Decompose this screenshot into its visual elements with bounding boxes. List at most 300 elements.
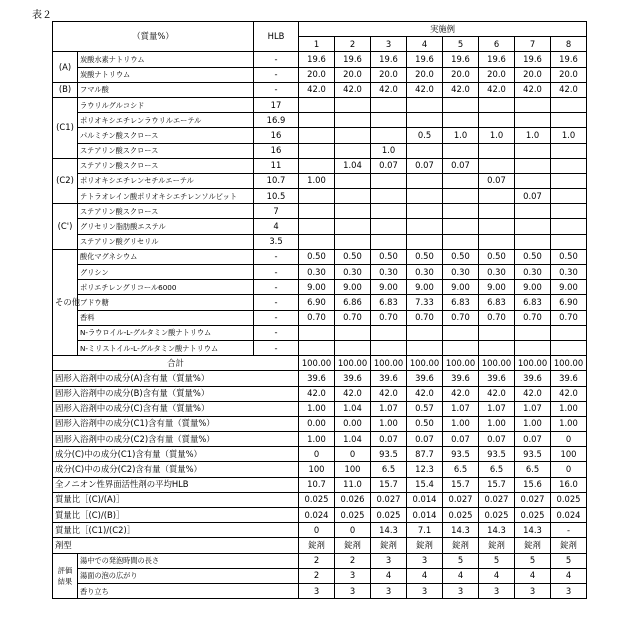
calculated-value: 42.0: [335, 386, 371, 401]
value-cell: 0.50: [479, 249, 515, 264]
value-cell: 0.50: [335, 249, 371, 264]
value-cell: 0.50: [407, 249, 443, 264]
calculated-value: 0.50: [407, 416, 443, 431]
calculated-label: 質量比［(C)/(B)］: [53, 508, 299, 523]
calculated-value: 1.00: [551, 401, 587, 416]
value-cell: [443, 234, 479, 249]
value-cell: 20.0: [443, 67, 479, 82]
value-cell: 0.50: [371, 249, 407, 264]
value-cell: [515, 325, 551, 340]
value-cell: 20.0: [551, 67, 587, 82]
value-cell: [371, 173, 407, 188]
total-value: 100.00: [515, 356, 551, 371]
value-cell: [551, 143, 587, 158]
example-number-header: 2: [335, 37, 371, 52]
calculated-value: 0.07: [407, 432, 443, 447]
value-cell: [407, 325, 443, 340]
value-cell: 9.00: [299, 280, 335, 295]
hlb-value: 17: [254, 97, 299, 112]
calculated-value: 10.7: [299, 477, 335, 492]
value-cell: [371, 113, 407, 128]
ingredient-row: [53, 325, 587, 340]
hlb-value: -: [254, 325, 299, 340]
component-group-label: (B): [53, 82, 78, 97]
value-cell: [515, 204, 551, 219]
calculated-value: 錠剤: [371, 538, 407, 553]
example-number-header: 4: [407, 37, 443, 52]
value-cell: [515, 143, 551, 158]
ingredient-row: [53, 52, 587, 67]
value-cell: [407, 143, 443, 158]
calculated-value: 1.00: [515, 416, 551, 431]
calculated-value: 0: [335, 447, 371, 462]
component-group-label: (C1): [53, 97, 78, 158]
evaluation-score: 3: [299, 583, 335, 598]
ingredient-name: ラウリルグルコシド: [78, 97, 254, 112]
value-cell: [515, 113, 551, 128]
calculated-value: 1.07: [479, 401, 515, 416]
value-cell: 20.0: [515, 67, 551, 82]
evaluation-score: 2: [299, 553, 335, 568]
value-cell: [335, 173, 371, 188]
ingredient-row: [53, 189, 587, 204]
calculated-value: 100: [299, 462, 335, 477]
value-cell: 0.70: [443, 310, 479, 325]
value-cell: [515, 219, 551, 234]
calculated-value: 0: [335, 523, 371, 538]
calculated-value: 7.1: [407, 523, 443, 538]
calculated-row: [53, 386, 587, 401]
value-cell: 6.90: [551, 295, 587, 310]
value-cell: [515, 158, 551, 173]
value-cell: 0.70: [479, 310, 515, 325]
calculated-value: 15.7: [479, 477, 515, 492]
calculated-value: 42.0: [299, 386, 335, 401]
value-cell: 0.5: [407, 128, 443, 143]
calculated-value: 42.0: [479, 386, 515, 401]
calculated-value: 錠剤: [515, 538, 551, 553]
example-number-header: 3: [371, 37, 407, 52]
calculated-label: 成分(C)中の成分(C2)含有量（質量%）: [53, 462, 299, 477]
evaluation-row: [53, 568, 587, 583]
total-value: 100.00: [335, 356, 371, 371]
calculated-label: 質量比［(C)/(A)］: [53, 492, 299, 507]
hlb-value: 10.5: [254, 189, 299, 204]
calculated-value: 14.3: [479, 523, 515, 538]
hlb-value: 16: [254, 128, 299, 143]
calculated-value: 0: [551, 462, 587, 477]
hlb-value: -: [254, 310, 299, 325]
value-cell: [551, 158, 587, 173]
value-cell: 19.6: [443, 52, 479, 67]
calculated-value: 0.00: [335, 416, 371, 431]
value-cell: 19.6: [551, 52, 587, 67]
calculated-value: 0.025: [551, 492, 587, 507]
hlb-value: 16.9: [254, 113, 299, 128]
evaluation-item: 香り立ち: [78, 583, 299, 598]
calculated-value: 93.5: [371, 447, 407, 462]
value-cell: [299, 325, 335, 340]
value-cell: [551, 113, 587, 128]
value-cell: [551, 325, 587, 340]
evaluation-score: 4: [515, 568, 551, 583]
evaluation-score: 3: [371, 583, 407, 598]
example-number-header: 6: [479, 37, 515, 52]
value-cell: [371, 325, 407, 340]
value-cell: 19.6: [371, 52, 407, 67]
value-cell: [479, 113, 515, 128]
value-cell: [371, 189, 407, 204]
value-cell: [335, 189, 371, 204]
calculated-value: 0.014: [407, 508, 443, 523]
value-cell: 6.83: [515, 295, 551, 310]
value-cell: [479, 234, 515, 249]
ingredient-row: [53, 204, 587, 219]
calculated-value: 15.7: [443, 477, 479, 492]
value-cell: [443, 219, 479, 234]
ingredient-name: ポリオキシエチレンセチルエーテル: [78, 173, 254, 188]
value-cell: [335, 234, 371, 249]
hlb-value: 11: [254, 158, 299, 173]
calculated-value: 15.7: [371, 477, 407, 492]
value-cell: 6.83: [479, 295, 515, 310]
evaluation-score: 3: [407, 583, 443, 598]
ingredient-row: [53, 173, 587, 188]
value-cell: [443, 143, 479, 158]
calculated-value: 錠剤: [299, 538, 335, 553]
value-cell: [443, 97, 479, 112]
component-group-label: その他: [53, 249, 78, 355]
calculated-value: 12.3: [407, 462, 443, 477]
value-cell: 1.00: [299, 173, 335, 188]
calculated-value: 錠剤: [551, 538, 587, 553]
value-cell: 1.0: [515, 128, 551, 143]
calculated-label: 固形入浴剤中の成分(B)含有量（質量%）: [53, 386, 299, 401]
value-cell: 1.0: [371, 143, 407, 158]
calculated-value: 15.6: [515, 477, 551, 492]
value-cell: [335, 325, 371, 340]
value-cell: [479, 143, 515, 158]
total-value: 100.00: [407, 356, 443, 371]
value-cell: [299, 97, 335, 112]
value-cell: [551, 219, 587, 234]
ingredient-name: テトラオレイン酸ポリオキシエチレンソルビット: [78, 189, 254, 204]
ingredient-row: [53, 128, 587, 143]
value-cell: 0.30: [335, 265, 371, 280]
calculated-value: 1.07: [443, 401, 479, 416]
calculated-value: 6.5: [479, 462, 515, 477]
calculated-label: 剤型: [53, 538, 299, 553]
value-cell: 9.00: [515, 280, 551, 295]
value-cell: 6.90: [299, 295, 335, 310]
value-cell: [299, 204, 335, 219]
evaluation-score: 5: [479, 553, 515, 568]
calculated-value: 0.00: [299, 416, 335, 431]
calculated-value: 6.5: [515, 462, 551, 477]
calculated-value: 93.5: [479, 447, 515, 462]
table-caption: 表２: [32, 6, 52, 21]
value-cell: [551, 234, 587, 249]
value-cell: 0.30: [407, 265, 443, 280]
value-cell: 6.83: [443, 295, 479, 310]
example-number-header: 8: [551, 37, 587, 52]
value-cell: 7.33: [407, 295, 443, 310]
ingredient-row: [53, 97, 587, 112]
examples-header: 実施例: [299, 22, 587, 37]
ingredient-row: [53, 265, 587, 280]
value-cell: [407, 204, 443, 219]
calculated-value: 0.027: [479, 492, 515, 507]
ingredient-row: [53, 219, 587, 234]
evaluation-score: 4: [551, 568, 587, 583]
value-cell: 42.0: [335, 82, 371, 97]
value-cell: [551, 204, 587, 219]
evaluation-score: 5: [443, 553, 479, 568]
value-cell: [371, 128, 407, 143]
calculated-value: 1.07: [371, 401, 407, 416]
evaluation-row: [53, 583, 587, 598]
calculated-value: 錠剤: [335, 538, 371, 553]
value-cell: [299, 234, 335, 249]
hlb-value: -: [254, 67, 299, 82]
hlb-value: 7: [254, 204, 299, 219]
calculated-row: [53, 492, 587, 507]
value-cell: [479, 219, 515, 234]
calculated-value: 1.00: [299, 432, 335, 447]
evaluation-score: 5: [551, 553, 587, 568]
ingredient-name: 炭酸水素ナトリウム: [78, 52, 254, 67]
hlb-value: 10.7: [254, 173, 299, 188]
hlb-value: -: [254, 249, 299, 264]
value-cell: 0.70: [299, 310, 335, 325]
calculated-value: 0.027: [371, 492, 407, 507]
value-cell: 9.00: [335, 280, 371, 295]
ingredient-name: グリセリン脂肪酸エステル: [78, 219, 254, 234]
value-cell: 20.0: [299, 67, 335, 82]
calculated-value: 11.0: [335, 477, 371, 492]
calculated-value: 0.027: [443, 492, 479, 507]
calculated-value: 39.6: [371, 371, 407, 386]
calculated-row: [53, 523, 587, 538]
value-cell: [407, 340, 443, 355]
value-cell: [299, 189, 335, 204]
evaluation-score: 3: [479, 583, 515, 598]
calculated-value: 錠剤: [443, 538, 479, 553]
calculated-value: 錠剤: [479, 538, 515, 553]
calculated-value: 39.6: [479, 371, 515, 386]
calculated-value: 14.3: [371, 523, 407, 538]
value-cell: [299, 219, 335, 234]
calculated-value: 0: [551, 432, 587, 447]
calculated-value: 100: [335, 462, 371, 477]
evaluation-item: 湯中での発泡時間の長さ: [78, 553, 299, 568]
calculated-value: 0.025: [371, 508, 407, 523]
evaluation-score: 2: [335, 553, 371, 568]
value-cell: 0.50: [299, 249, 335, 264]
value-cell: [479, 189, 515, 204]
evaluation-row: [53, 553, 587, 568]
calculated-value: 6.5: [371, 462, 407, 477]
value-cell: [299, 113, 335, 128]
calculated-label: 固形入浴剤中の成分(A)含有量（質量%）: [53, 371, 299, 386]
value-cell: 6.86: [335, 295, 371, 310]
calculated-value: 1.00: [371, 416, 407, 431]
ingredient-row: [53, 143, 587, 158]
evaluation-label: [53, 553, 78, 599]
value-cell: [551, 173, 587, 188]
calculated-value: 100: [551, 447, 587, 462]
value-cell: 19.6: [335, 52, 371, 67]
calculated-value: 1.04: [335, 401, 371, 416]
value-cell: [407, 219, 443, 234]
calculated-value: 42.0: [515, 386, 551, 401]
calculated-value: 14.3: [515, 523, 551, 538]
value-cell: [335, 128, 371, 143]
calculated-row: [53, 416, 587, 431]
value-cell: 19.6: [515, 52, 551, 67]
calculated-value: 42.0: [551, 386, 587, 401]
calculated-row: [53, 538, 587, 553]
calculated-value: 93.5: [443, 447, 479, 462]
hlb-value: -: [254, 295, 299, 310]
value-cell: 19.6: [407, 52, 443, 67]
hlb-value: -: [254, 265, 299, 280]
value-cell: 0.70: [335, 310, 371, 325]
calculated-label: 固形入浴剤中の成分(C2)含有量（質量%）: [53, 432, 299, 447]
calculated-value: 0.07: [479, 432, 515, 447]
value-cell: [407, 113, 443, 128]
ingredient-name: ブドウ糖: [78, 295, 254, 310]
value-cell: 1.04: [335, 158, 371, 173]
evaluation-label-line1: 評価: [55, 565, 75, 576]
value-cell: 0.30: [479, 265, 515, 280]
value-cell: [371, 97, 407, 112]
calculated-value: 1.04: [335, 432, 371, 447]
calculated-value: 0.024: [551, 508, 587, 523]
value-cell: 0.07: [479, 173, 515, 188]
ingredient-row: [53, 249, 587, 264]
value-cell: 0.70: [371, 310, 407, 325]
evaluation-score: 4: [479, 568, 515, 583]
hlb-value: 3.5: [254, 234, 299, 249]
calculated-label: 固形入浴剤中の成分(C1)含有量（質量%）: [53, 416, 299, 431]
total-value: 100.00: [371, 356, 407, 371]
ingredient-name: パルミチン酸スクロース: [78, 128, 254, 143]
ingredient-name: 炭酸ナトリウム: [78, 67, 254, 82]
calculated-value: 0.024: [299, 508, 335, 523]
hlb-value: -: [254, 82, 299, 97]
evaluation-label-line2: 結果: [55, 576, 75, 587]
evaluation-score: 4: [407, 568, 443, 583]
value-cell: 42.0: [407, 82, 443, 97]
example-number-header: 7: [515, 37, 551, 52]
calculated-value: 39.6: [407, 371, 443, 386]
calculated-value: 0.026: [335, 492, 371, 507]
ingredient-row: [53, 82, 587, 97]
value-cell: 9.00: [371, 280, 407, 295]
ingredient-name: ステアリン酸スクロース: [78, 158, 254, 173]
ingredient-name: フマル酸: [78, 82, 254, 97]
ingredient-row: [53, 113, 587, 128]
total-row: [53, 356, 587, 371]
ingredient-name: グリシン: [78, 265, 254, 280]
calculated-value: 1.07: [515, 401, 551, 416]
value-cell: [479, 158, 515, 173]
value-cell: [299, 158, 335, 173]
value-cell: [335, 97, 371, 112]
hlb-value: -: [254, 280, 299, 295]
calculated-label: 成分(C)中の成分(C1)含有量（質量%）: [53, 447, 299, 462]
evaluation-score: 4: [371, 568, 407, 583]
component-group-label: (C2): [53, 158, 78, 204]
evaluation-score: 4: [443, 568, 479, 583]
value-cell: [479, 340, 515, 355]
mass-unit-header: （質量%）: [53, 22, 254, 52]
calculated-value: 42.0: [443, 386, 479, 401]
calculated-value: 39.6: [443, 371, 479, 386]
value-cell: 0.07: [371, 158, 407, 173]
value-cell: [299, 143, 335, 158]
calculated-row: [53, 432, 587, 447]
calculated-value: 0.57: [407, 401, 443, 416]
value-cell: 9.00: [479, 280, 515, 295]
calculated-row: [53, 447, 587, 462]
value-cell: [551, 189, 587, 204]
value-cell: [407, 97, 443, 112]
ingredient-row: [53, 295, 587, 310]
calculated-value: 6.5: [443, 462, 479, 477]
calculated-value: 1.00: [479, 416, 515, 431]
value-cell: 9.00: [443, 280, 479, 295]
value-cell: 6.83: [371, 295, 407, 310]
calculated-value: 39.6: [299, 371, 335, 386]
ingredient-name: ポリオキシエチレンラウリルエーテル: [78, 113, 254, 128]
value-cell: [443, 340, 479, 355]
calculated-value: 16.0: [551, 477, 587, 492]
calculated-value: 14.3: [443, 523, 479, 538]
calculated-row: [53, 371, 587, 386]
calculated-value: 0.07: [371, 432, 407, 447]
calculated-value: 39.6: [515, 371, 551, 386]
value-cell: 0.50: [515, 249, 551, 264]
total-value: 100.00: [443, 356, 479, 371]
value-cell: [299, 340, 335, 355]
ingredient-name: N-ラウロイル-L-グルタミン酸ナトリウム: [78, 325, 254, 340]
calculated-value: 42.0: [371, 386, 407, 401]
value-cell: 42.0: [479, 82, 515, 97]
evaluation-score: 3: [443, 583, 479, 598]
calculated-value: 錠剤: [407, 538, 443, 553]
ingredient-row: [53, 280, 587, 295]
calculated-value: 0.07: [443, 432, 479, 447]
total-label: 合計: [53, 356, 299, 371]
calculated-value: 1.00: [443, 416, 479, 431]
total-value: 100.00: [479, 356, 515, 371]
calculated-value: 0.07: [515, 432, 551, 447]
value-cell: [515, 97, 551, 112]
value-cell: 42.0: [299, 82, 335, 97]
ingredient-name: 酸化マグネシウム: [78, 249, 254, 264]
value-cell: [335, 219, 371, 234]
value-cell: [479, 204, 515, 219]
value-cell: 1.0: [551, 128, 587, 143]
calculated-value: 1.00: [299, 401, 335, 416]
value-cell: 20.0: [479, 67, 515, 82]
value-cell: [335, 340, 371, 355]
component-group-label: (C'): [53, 204, 78, 250]
value-cell: 0.50: [551, 249, 587, 264]
value-cell: [443, 173, 479, 188]
